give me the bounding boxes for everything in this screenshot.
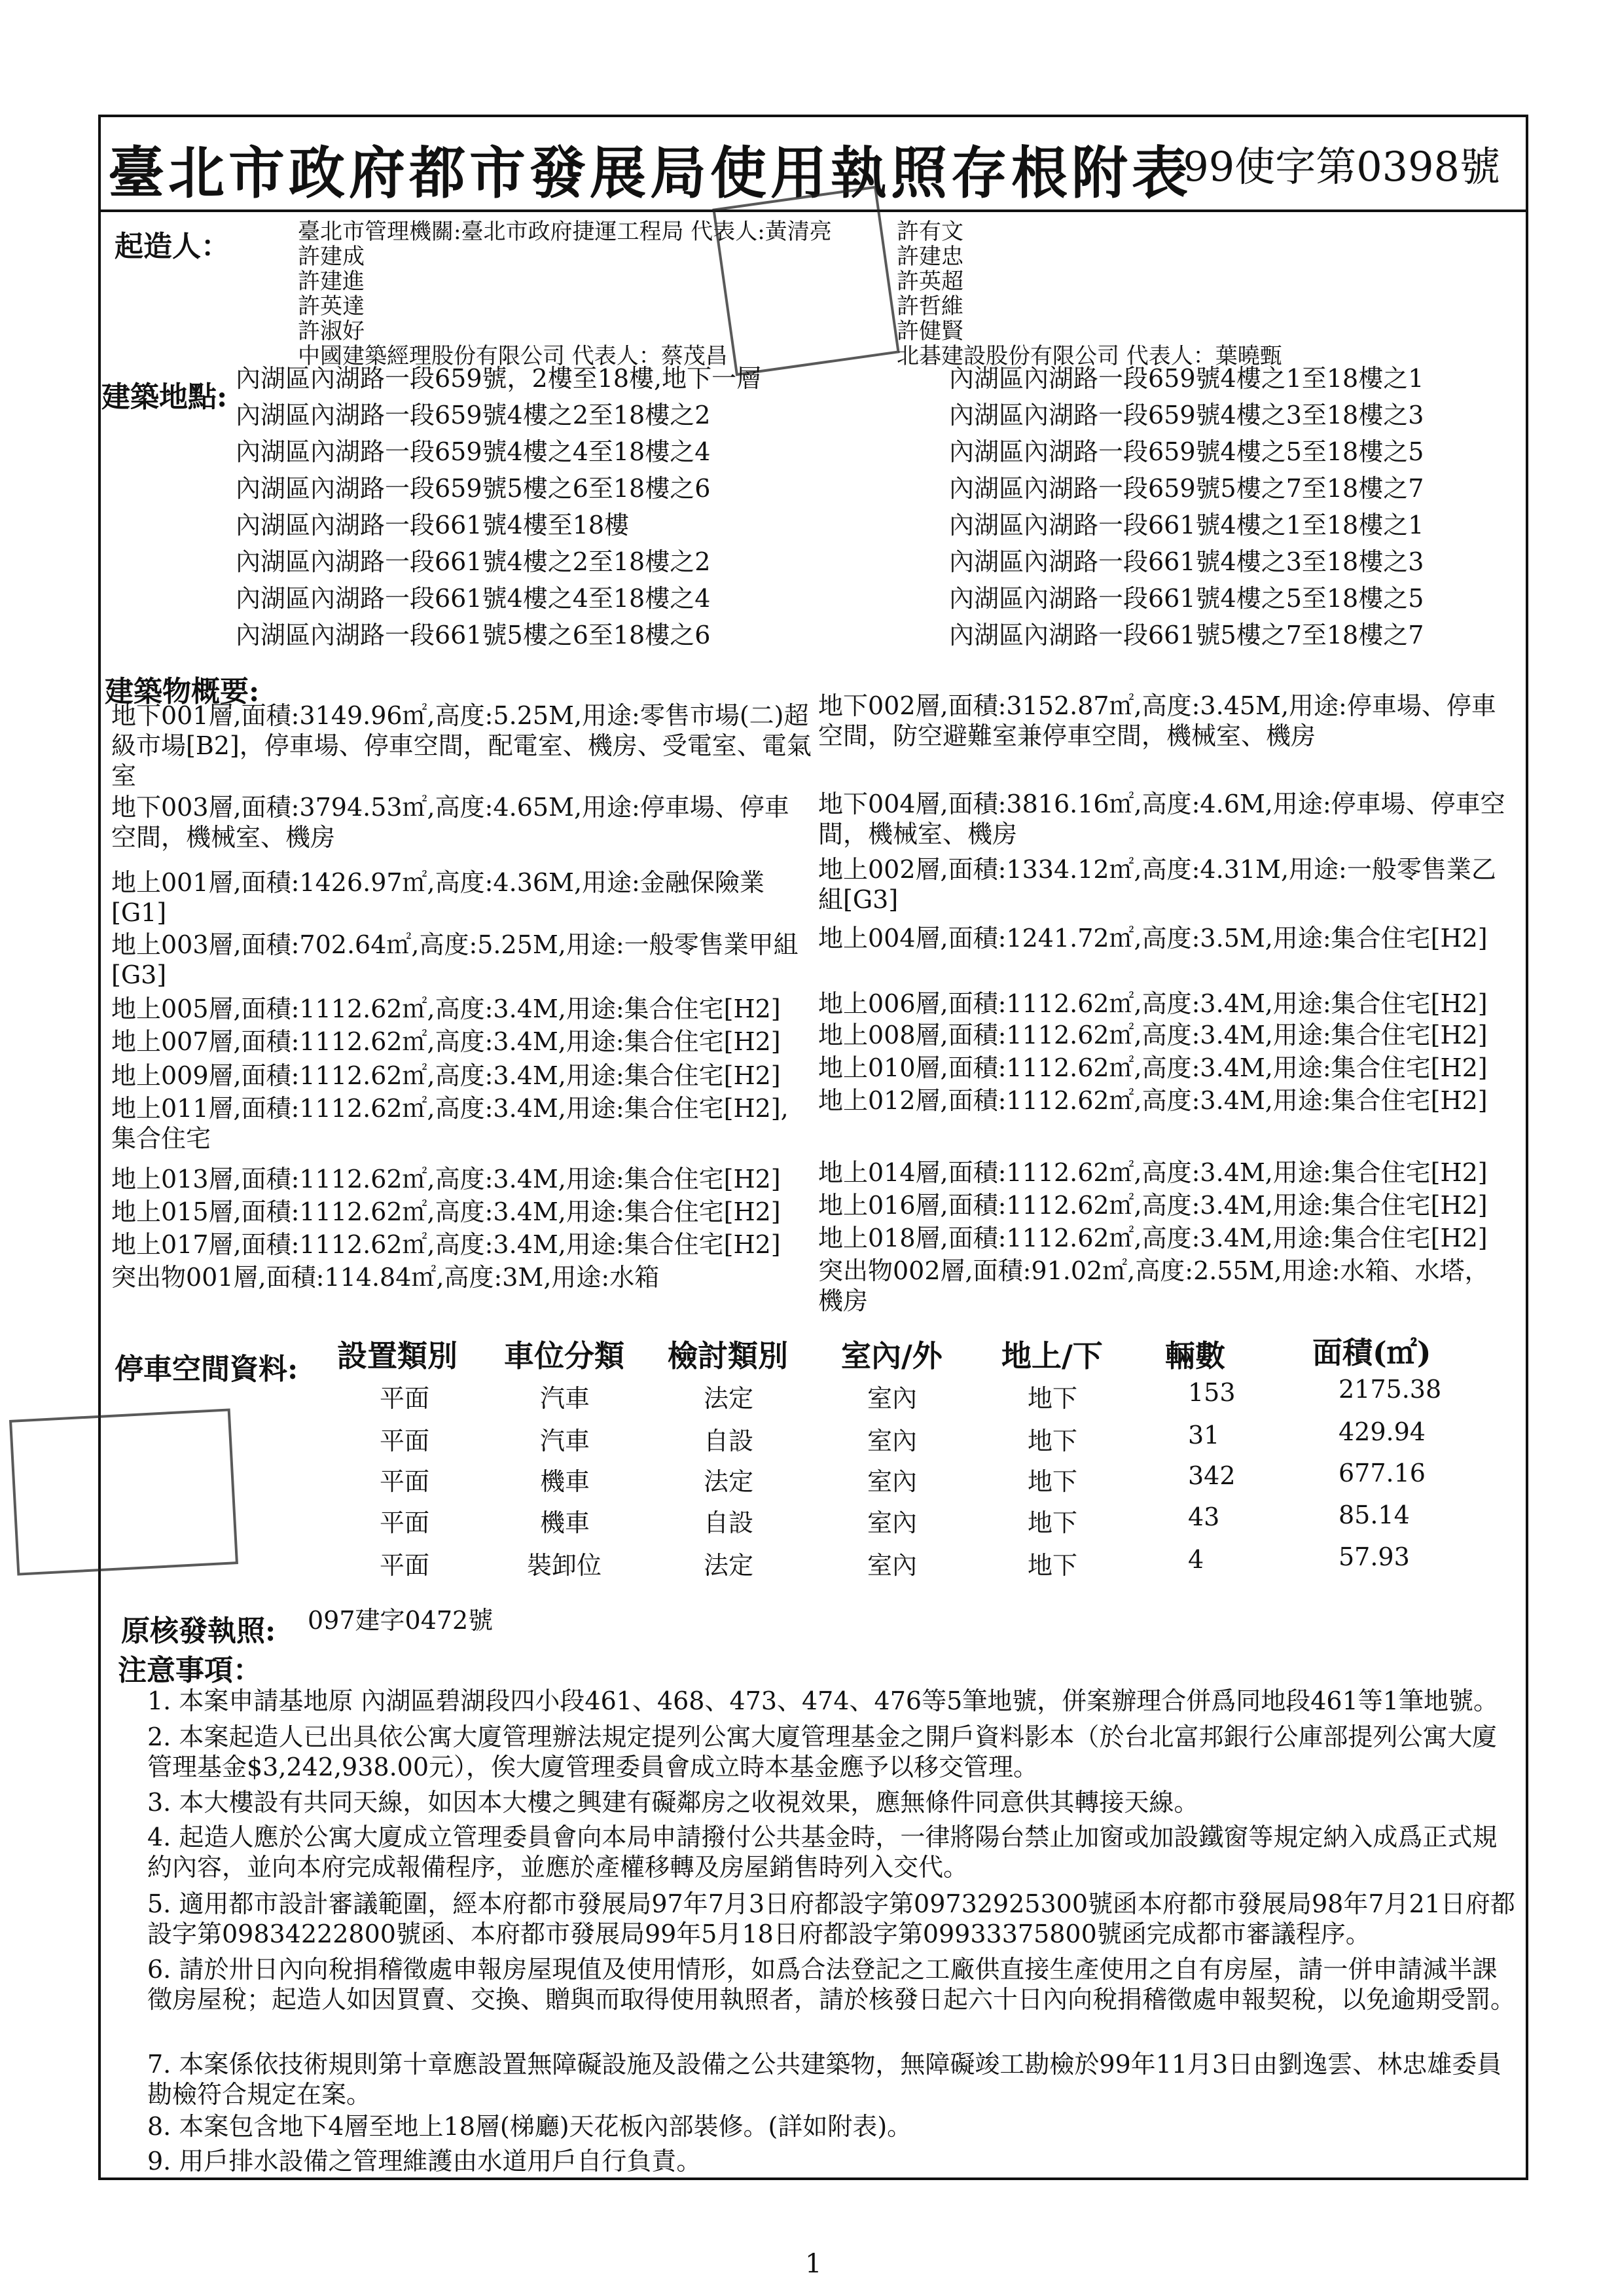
parking-cell: 汽車	[540, 1427, 590, 1455]
parking-cell: 平面	[380, 1508, 430, 1537]
parking-cell: 43	[1188, 1503, 1220, 1531]
site-line: 內湖區內湖路一段661號4樓之2至18樓之2	[236, 547, 711, 576]
parking-cell: 地下	[1028, 1384, 1078, 1413]
parking-cell: 57.93	[1339, 1542, 1410, 1571]
site-line: 內湖區內湖路一段661號4樓之3至18樓之3	[949, 547, 1424, 576]
overview-cell: 地上008層,面積:1112.62㎡,高度:3.4M,用途:集合住宅[H2]	[818, 1021, 1488, 1049]
overview-cell: 地下004層,面積:3816.16㎡,高度:4.6M,用途:停車場、停車空間，機械室、機房	[818, 790, 1505, 848]
parking-cell: 85.14	[1339, 1501, 1410, 1529]
applicant-line: 許建忠	[897, 244, 963, 270]
overview-cell: 地上001層,面積:1426.97㎡,高度:4.36M,用途:金融保險業[G1]	[111, 868, 764, 927]
parking-cell: 自設	[704, 1508, 754, 1537]
overview-cell: 突出物001層,面積:114.84㎡,高度:3M,用途:水箱	[111, 1263, 660, 1292]
note-item: 2. 本案起造人已出具依公寓大廈管理辦法規定提列公寓大廈管理基金之開戶資料影本（於台北富邦銀行公庫部提列公寓大廈管理基金$3,242,938.00元），俟大廈管理委員會成立時本基金應予以移交管理。	[147, 1722, 1498, 1781]
overview-label: 建築物概要:	[105, 675, 260, 708]
site-line: 內湖區內湖路一段659號5樓之6至18樓之6	[236, 474, 711, 503]
overview-cell: 地下003層,面積:3794.53㎡,高度:4.65M,用途:停車場、停車空間，機械室、機房	[111, 793, 789, 852]
overview-cell: 地上018層,面積:1112.62㎡,高度:3.4M,用途:集合住宅[H2]	[818, 1224, 1488, 1252]
parking-cell: 自設	[704, 1427, 754, 1455]
applicant-line: 臺北市管理機關:臺北市政府捷運工程局 代表人:黃清亮	[298, 219, 832, 245]
parking-header: 地上/下	[1001, 1338, 1103, 1374]
original-permit-label: 原核發執照:	[121, 1614, 276, 1648]
overview-cell: 地上002層,面積:1334.12㎡,高度:4.31M,用途:一般零售業乙組[G3]	[818, 855, 1496, 914]
applicant-line: 許健賢	[897, 318, 963, 344]
parking-cell: 平面	[380, 1427, 430, 1455]
applicant-line: 許建成	[298, 244, 365, 270]
note-item: 6. 請於卅日內向稅捐稽徵處申報房屋現值及使用情形，如爲合法登記之工廠供直接生產使用之自有房屋，請一併申請減半課徵房屋稅；起造人如因買賣、交換、贈與而取得使用執照者，請於核發日起六十日內向稅捐稽徵處申報契稅，以免逾期受罰。	[147, 1955, 1516, 2014]
note-item: 7. 本案係依技術規則第十章應設置無障礙設施及設備之公共建築物，無障礙竣工勘檢於99年11月3日由劉逸雲、林忠雄委員勘檢符合規定在案。	[147, 2050, 1502, 2109]
overview-cell: 地上012層,面積:1112.62㎡,高度:3.4M,用途:集合住宅[H2]	[818, 1086, 1488, 1115]
parking-header: 面積(㎡)	[1312, 1335, 1431, 1370]
parking-cell: 裝卸位	[527, 1551, 602, 1580]
overview-cell: 地上007層,面積:1112.62㎡,高度:3.4M,用途:集合住宅[H2]	[111, 1027, 781, 1056]
overview-cell: 突出物002層,面積:91.02㎡,高度:2.55M,用途:水箱、水塔，機房	[818, 1256, 1490, 1315]
parking-cell: 法定	[704, 1551, 754, 1580]
parking-cell: 法定	[704, 1384, 754, 1413]
parking-label: 停車空間資料:	[115, 1353, 298, 1386]
site-list-right	[949, 363, 1424, 657]
note-item: 3. 本大樓設有共同天線，如因本大樓之興建有礙鄰房之收視效果，應無條件同意供其轉接天線。	[147, 1788, 1199, 1817]
parking-cell: 機車	[540, 1508, 590, 1537]
parking-cell: 429.94	[1339, 1417, 1426, 1446]
note-item: 9. 用戶排水設備之管理維護由水道用戶自行負責。	[147, 2147, 702, 2176]
parking-header: 車位分類	[504, 1338, 624, 1374]
parking-cell: 室內	[867, 1551, 918, 1580]
site-line: 內湖區內湖路一段659號4樓之5至18樓之5	[949, 437, 1424, 466]
permit-number: 99使字第0398號	[1183, 143, 1500, 191]
applicant-line: 許英達	[298, 293, 365, 319]
note-item: 5. 適用都市設計審議範圍，經本府都市發展局97年7月3日府都設字第09732925300號函本府都市發展局98年7月21日府都設字第09834222800號函、本府都市發展局99年5月18日府都設字第09933375800號函完成都市審議程序。	[147, 1889, 1515, 1948]
parking-header: 室內/外	[841, 1338, 943, 1374]
site-line: 內湖區內湖路一段661號5樓之7至18樓之7	[949, 621, 1424, 649]
notes-label: 注意事項：	[118, 1654, 262, 1687]
site-line: 內湖區內湖路一段661號4樓之1至18樓之1	[949, 511, 1424, 539]
parking-cell: 法定	[704, 1467, 754, 1496]
overview-cell: 地上014層,面積:1112.62㎡,高度:3.4M,用途:集合住宅[H2]	[818, 1158, 1488, 1187]
applicant-line: 許建進	[298, 268, 365, 295]
overview-cell: 地上011層,面積:1112.62㎡,高度:3.4M,用途:集合住宅[H2],集合住宅	[111, 1094, 789, 1153]
site-line: 內湖區內湖路一段659號4樓之2至18樓之2	[236, 401, 711, 429]
overview-cell: 地上016層,面積:1112.62㎡,高度:3.4M,用途:集合住宅[H2]	[818, 1191, 1488, 1220]
parking-cell: 地下	[1028, 1508, 1078, 1537]
parking-cell: 677.16	[1339, 1459, 1426, 1487]
overview-cell: 地下002層,面積:3152.87㎡,高度:3.45M,用途:停車場、停車空間，防空避難室兼停車空間，機械室、機房	[818, 691, 1496, 750]
parking-header: 檢討類別	[668, 1338, 788, 1374]
site-line: 內湖區內湖路一段661號4樓之5至18樓之5	[949, 584, 1424, 613]
parking-cell: 153	[1188, 1378, 1236, 1407]
seal-stamp	[9, 1408, 238, 1575]
applicant-line: 中國建築經理股份有限公司 代表人：蔡茂昌	[298, 343, 728, 369]
parking-cell: 室內	[867, 1384, 918, 1413]
parking-cell: 31	[1188, 1421, 1220, 1449]
applicant-list-right	[897, 219, 1282, 369]
parking-cell: 室內	[867, 1508, 918, 1537]
overview-cell: 地上009層,面積:1112.62㎡,高度:3.4M,用途:集合住宅[H2]	[111, 1061, 781, 1090]
note-item: 1. 本案申請基地原 內湖區碧湖段四小段461、468、473、474、476等5筆地號，併案辦理合併爲同地段461等1筆地號。	[147, 1686, 1498, 1715]
applicant-line: 許英超	[897, 268, 963, 295]
site-label: 建築地點:	[101, 380, 228, 414]
site-line: 內湖區內湖路一段661號4樓之4至18樓之4	[236, 584, 711, 613]
parking-cell: 4	[1188, 1545, 1204, 1574]
overview-cell: 地上015層,面積:1112.62㎡,高度:3.4M,用途:集合住宅[H2]	[111, 1197, 781, 1226]
page-number: 1	[805, 2249, 822, 2279]
parking-cell: 機車	[540, 1467, 590, 1496]
parking-cell: 汽車	[540, 1384, 590, 1413]
applicant-line: 許淑好	[298, 318, 365, 344]
page-title: 臺北市政府都市發展局使用執照存根附表	[108, 140, 1192, 206]
parking-cell: 地下	[1028, 1551, 1078, 1580]
site-line: 內湖區內湖路一段659號，2樓至18樓,地下一層	[236, 364, 762, 393]
parking-cell: 地下	[1028, 1467, 1078, 1496]
note-item: 8. 本案包含地下4層至地上18層(梯廳)天花板內部裝修。(詳如附表)。	[147, 2112, 912, 2141]
parking-cell: 平面	[380, 1467, 430, 1496]
original-permit-value: 097建字0472號	[308, 1606, 494, 1635]
parking-header: 設置類別	[337, 1338, 458, 1374]
site-line: 內湖區內湖路一段659號4樓之1至18樓之1	[949, 364, 1424, 393]
seal-stamp	[712, 186, 899, 376]
parking-cell: 2175.38	[1339, 1375, 1442, 1404]
site-line: 內湖區內湖路一段661號5樓之6至18樓之6	[236, 621, 711, 649]
overview-cell: 地上017層,面積:1112.62㎡,高度:3.4M,用途:集合住宅[H2]	[111, 1230, 781, 1259]
parking-cell: 室內	[867, 1427, 918, 1455]
site-line: 內湖區內湖路一段661號4樓至18樓	[236, 511, 630, 539]
overview-cell: 地上010層,面積:1112.62㎡,高度:3.4M,用途:集合住宅[H2]	[818, 1053, 1488, 1082]
overview-cell: 地上013層,面積:1112.62㎡,高度:3.4M,用途:集合住宅[H2]	[111, 1165, 781, 1194]
applicant-line: 北碁建設股份有限公司 代表人：葉曉甄	[897, 343, 1282, 369]
parking-header: 輛數	[1165, 1338, 1225, 1374]
overview-cell: 地上003層,面積:702.64㎡,高度:5.25M,用途:一般零售業甲組[G3]	[111, 930, 799, 989]
applicant-line: 許有文	[897, 219, 963, 245]
applicant-line: 許哲維	[897, 293, 963, 319]
parking-cell: 342	[1188, 1461, 1236, 1490]
site-line: 內湖區內湖路一段659號4樓之4至18樓之4	[236, 437, 711, 466]
parking-cell: 地下	[1028, 1427, 1078, 1455]
note-item: 4. 起造人應於公寓大廈成立管理委員會向本局申請撥付公共基金時，一律將陽台禁止加窗或加設鐵窗等規定納入成爲正式規約內容，並向本府完成報備程序，並應於產權移轉及房屋銷售時列入交代。	[147, 1823, 1498, 1882]
parking-cell: 平面	[380, 1384, 430, 1413]
overview-cell: 地上005層,面積:1112.62㎡,高度:3.4M,用途:集合住宅[H2]	[111, 994, 781, 1023]
overview-cell: 地下001層,面積:3149.96㎡,高度:5.25M,用途:零售市場(二)超級市場[B2]，停車場、停車空間，配電室、機房、受電室、電氣室	[111, 701, 812, 790]
site-line: 內湖區內湖路一段659號4樓之3至18樓之3	[949, 401, 1424, 429]
site-list-left	[236, 363, 761, 657]
parking-cell: 平面	[380, 1551, 430, 1580]
site-line: 內湖區內湖路一段659號5樓之7至18樓之7	[949, 474, 1424, 503]
overview-cell: 地上006層,面積:1112.62㎡,高度:3.4M,用途:集合住宅[H2]	[818, 989, 1488, 1018]
applicant-label: 起造人：	[115, 230, 230, 263]
parking-cell: 室內	[867, 1467, 918, 1496]
overview-cell: 地上004層,面積:1241.72㎡,高度:3.5M,用途:集合住宅[H2]	[818, 924, 1488, 953]
